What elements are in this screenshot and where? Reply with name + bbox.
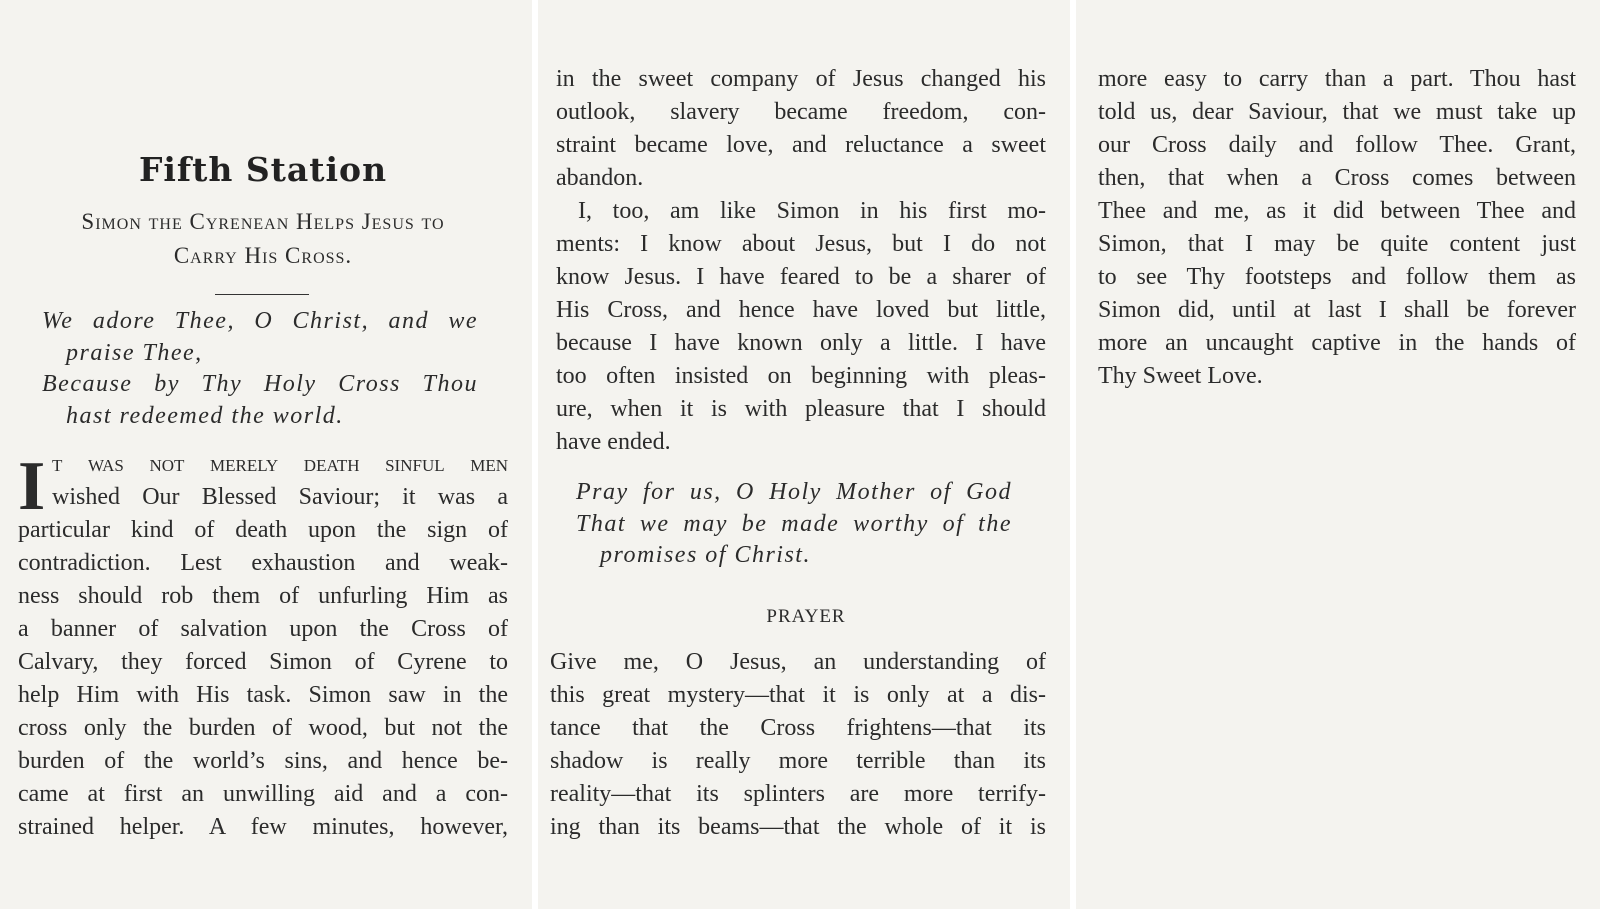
- page-right: [1076, 0, 1600, 909]
- para-line: ing than its beams—that the whole of it is: [550, 814, 1046, 840]
- title-divider: [215, 294, 309, 295]
- verse-line: Pray for us, O Holy Mother of God: [576, 479, 1012, 505]
- para-line: because I have known only a little. I have: [556, 330, 1046, 356]
- para-line: Simon, that I may be quite content just: [1098, 231, 1576, 257]
- drop-cap: I: [18, 448, 46, 525]
- para-line: Simon did, until at last I shall be forever: [1098, 297, 1576, 323]
- continuation-paragraph: [556, 63, 1046, 195]
- page-left: [0, 0, 532, 909]
- page-middle: [538, 0, 1070, 909]
- para-line: this great mystery—that it is only at a dis-: [550, 682, 1046, 708]
- para-line: our Cross daily and follow Thee. Grant,: [1098, 132, 1576, 158]
- verse-line: hast redeemed the world.: [66, 402, 344, 429]
- verse-line: That we may be made worthy of the: [576, 510, 1012, 537]
- para-line: wished Our Blessed Saviour; it was a: [52, 484, 508, 510]
- para-line: help Him with His task. Simon saw in the: [18, 682, 508, 708]
- verse-line: We adore Thee, O Christ, and we: [42, 308, 478, 334]
- para-line: t was not merely death sinful men: [52, 451, 508, 477]
- para-line: His Cross, and hence have loved but little,: [556, 297, 1046, 323]
- para-line: Thy Sweet Love.: [1098, 363, 1263, 389]
- para-line: a banner of salvation upon the Cross of: [18, 616, 508, 642]
- para-line: abandon.: [556, 165, 644, 191]
- subtitle-line: Carry His Cross.: [173, 243, 353, 268]
- para-line: too often insisted on beginning with pleas-: [556, 363, 1046, 389]
- verse-line: Because by Thy Holy Cross Thou: [42, 371, 478, 397]
- para-line: straint became love, and reluctance a sweet: [556, 132, 1046, 158]
- prayer-continuation: [1098, 63, 1576, 393]
- para-line: ness should rob them of unfurling Him as: [18, 583, 508, 609]
- prayer-paragraph: [550, 646, 1046, 844]
- invocation-verse: [576, 477, 1012, 572]
- para-line: strained helper. A few minutes, however,: [18, 814, 508, 840]
- para-line: came at first an unwilling aid and a con-: [18, 781, 508, 807]
- station-subtitle: [18, 205, 508, 273]
- para-line: told us, dear Saviour, that we must take up: [1098, 99, 1576, 125]
- para-line: Thee and me, as it did between Thee and: [1098, 198, 1576, 224]
- para-line: particular kind of death upon the sign of: [18, 517, 508, 543]
- para-line: Give me, O Jesus, an understanding of: [550, 649, 1046, 675]
- para-line: reality—that its splinters are more terrify-: [550, 781, 1046, 807]
- para-line: Calvary, they forced Simon of Cyrene to: [18, 649, 508, 675]
- adoration-verse: [42, 306, 478, 432]
- para-line: have ended.: [556, 429, 671, 455]
- para-line: contradiction. Lest exhaustion and weak-: [18, 550, 508, 576]
- para-line: I, too, am like Simon in his first mo-: [578, 198, 1046, 224]
- subtitle-line: Simon the Cyrenean Helps Jesus to: [81, 209, 445, 234]
- reflection-paragraph: [556, 195, 1046, 459]
- para-line: ure, when it is with pleasure that I should: [556, 396, 1046, 422]
- para-line: burden of the world’s sins, and hence be-: [18, 748, 508, 774]
- para-line: then, that when a Cross comes between: [1098, 165, 1576, 191]
- para-line: more easy to carry than a part. Thou hast: [1098, 66, 1576, 92]
- para-line: cross only the burden of wood, but not the: [18, 715, 508, 741]
- para-line: shadow is really more terrible than its: [550, 748, 1046, 774]
- verse-line: praise Thee,: [66, 339, 203, 366]
- para-line: more an uncaught captive in the hands of: [1098, 330, 1576, 356]
- verse-line: promises of Christ.: [600, 542, 811, 568]
- para-line: outlook, slavery became freedom, con-: [556, 99, 1046, 125]
- meditation-paragraph: [18, 448, 508, 844]
- para-line: know Jesus. I have feared to be a sharer of: [556, 264, 1046, 290]
- para-line: in the sweet company of Jesus changed his: [556, 66, 1046, 92]
- para-line: to see Thy footsteps and follow them as: [1098, 264, 1576, 290]
- para-line: ments: I know about Jesus, but I do not: [556, 231, 1046, 257]
- para-line: tance that the Cross frightens—that its: [550, 715, 1046, 741]
- station-title: Fifth Station: [138, 150, 388, 189]
- prayer-heading: PRAYER: [766, 606, 846, 627]
